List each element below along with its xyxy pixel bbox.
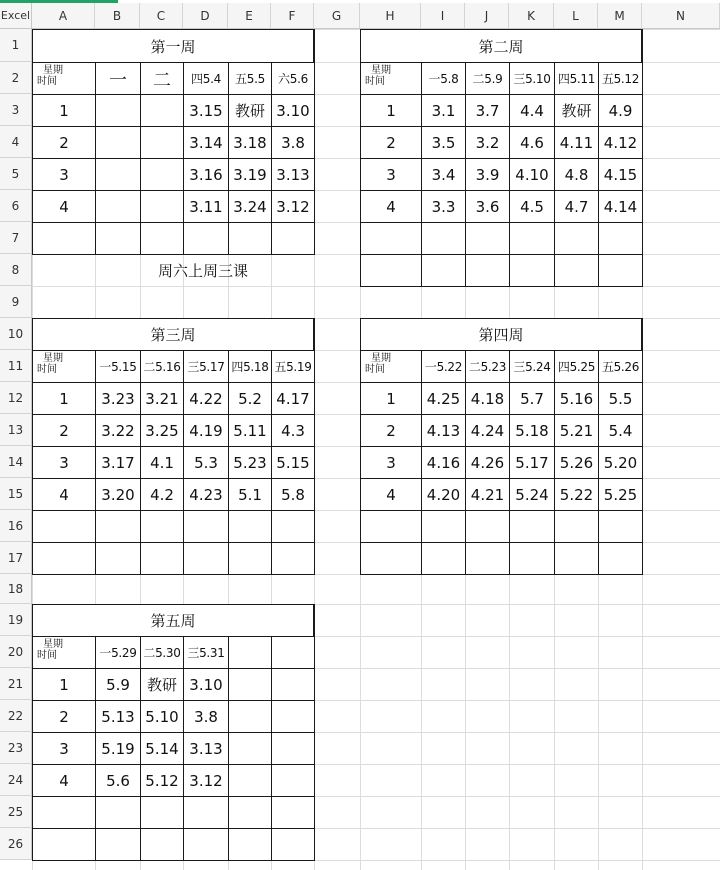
- week-table-1: [32, 29, 315, 255]
- row-header-21[interactable]: 21: [0, 668, 32, 700]
- class-cell[interactable]: 4.17: [272, 383, 315, 415]
- class-cell[interactable]: 教研: [229, 95, 272, 127]
- period-number-cell[interactable]: [33, 797, 96, 829]
- class-cell[interactable]: [184, 797, 229, 829]
- class-cell[interactable]: 4.7: [555, 191, 599, 223]
- class-cell[interactable]: 3.20: [96, 479, 141, 511]
- column-header-j[interactable]: J: [465, 3, 509, 29]
- class-cell[interactable]: [422, 255, 466, 287]
- class-cell[interactable]: [272, 511, 315, 543]
- day-header-cell[interactable]: 三5.24: [510, 351, 555, 383]
- row-header-1[interactable]: 1: [0, 29, 32, 62]
- period-number-cell[interactable]: 2: [33, 701, 96, 733]
- class-cell[interactable]: [229, 797, 272, 829]
- period-number-cell[interactable]: 4: [361, 191, 422, 223]
- day-header-cell[interactable]: [272, 637, 315, 669]
- class-cell[interactable]: [272, 733, 315, 765]
- class-cell[interactable]: 3.3: [422, 191, 466, 223]
- class-cell[interactable]: [466, 223, 510, 255]
- row-header-23[interactable]: 23: [0, 732, 32, 764]
- period-number-cell[interactable]: [33, 829, 96, 861]
- column-header-c[interactable]: C: [140, 3, 183, 29]
- row-header-7[interactable]: 7: [0, 222, 32, 254]
- class-cell[interactable]: 4.8: [555, 159, 599, 191]
- column-header-h[interactable]: H: [360, 3, 421, 29]
- class-cell[interactable]: 3.22: [96, 415, 141, 447]
- class-cell[interactable]: 5.5: [599, 383, 643, 415]
- period-number-cell[interactable]: 4: [33, 479, 96, 511]
- class-cell[interactable]: 5.15: [272, 447, 315, 479]
- period-number-cell[interactable]: 2: [33, 127, 96, 159]
- class-cell[interactable]: 3.21: [141, 383, 184, 415]
- class-cell[interactable]: [272, 669, 315, 701]
- row-header-4[interactable]: 4: [0, 126, 32, 158]
- period-number-cell[interactable]: 1: [361, 383, 422, 415]
- day-header-cell[interactable]: 二: [141, 63, 184, 95]
- period-number-cell[interactable]: [33, 543, 96, 575]
- class-cell[interactable]: 5.2: [229, 383, 272, 415]
- class-cell[interactable]: 3.17: [96, 447, 141, 479]
- column-header-e[interactable]: E: [228, 3, 271, 29]
- row-header-22[interactable]: 22: [0, 700, 32, 732]
- class-cell[interactable]: 5.20: [599, 447, 643, 479]
- period-number-cell[interactable]: 3: [33, 159, 96, 191]
- column-header-f[interactable]: F: [271, 3, 314, 29]
- class-cell[interactable]: 5.17: [510, 447, 555, 479]
- class-cell[interactable]: [555, 543, 599, 575]
- class-cell[interactable]: 4.15: [599, 159, 643, 191]
- class-cell[interactable]: [141, 127, 184, 159]
- class-cell[interactable]: [599, 223, 643, 255]
- class-cell[interactable]: 4.26: [466, 447, 510, 479]
- class-cell[interactable]: [229, 733, 272, 765]
- weekday-time-corner-cell[interactable]: [33, 63, 96, 95]
- class-cell[interactable]: 4.16: [422, 447, 466, 479]
- row-header-14[interactable]: 14: [0, 446, 32, 478]
- row-header-26[interactable]: 26: [0, 828, 32, 860]
- class-cell[interactable]: 5.10: [141, 701, 184, 733]
- class-cell[interactable]: [272, 829, 315, 861]
- class-cell[interactable]: 5.3: [184, 447, 229, 479]
- row-header-16[interactable]: 16: [0, 510, 32, 542]
- class-cell[interactable]: 5.23: [229, 447, 272, 479]
- week-title[interactable]: 第五周: [33, 605, 314, 637]
- class-cell[interactable]: 3.19: [229, 159, 272, 191]
- class-cell[interactable]: 5.24: [510, 479, 555, 511]
- class-cell[interactable]: [96, 511, 141, 543]
- class-cell[interactable]: 教研: [555, 95, 599, 127]
- class-cell[interactable]: [184, 511, 229, 543]
- day-header-cell[interactable]: 二5.9: [466, 63, 510, 95]
- class-cell[interactable]: [555, 511, 599, 543]
- period-number-cell[interactable]: [361, 255, 422, 287]
- class-cell[interactable]: 4.1: [141, 447, 184, 479]
- class-cell[interactable]: [141, 191, 184, 223]
- period-number-cell[interactable]: 3: [361, 159, 422, 191]
- class-cell[interactable]: [510, 223, 555, 255]
- weekday-label: 星期: [371, 353, 391, 364]
- weekday-label: 星期: [43, 353, 63, 364]
- period-number-cell[interactable]: 1: [33, 95, 96, 127]
- class-cell[interactable]: 4.2: [141, 479, 184, 511]
- class-cell[interactable]: 4.6: [510, 127, 555, 159]
- period-number-cell[interactable]: 4: [361, 479, 422, 511]
- class-cell[interactable]: 5.18: [510, 415, 555, 447]
- day-header-cell[interactable]: 六5.6: [272, 63, 315, 95]
- day-header-cell[interactable]: 二5.30: [141, 637, 184, 669]
- class-cell[interactable]: 4.25: [422, 383, 466, 415]
- period-number-cell[interactable]: 2: [361, 127, 422, 159]
- class-cell[interactable]: 3.8: [184, 701, 229, 733]
- class-cell[interactable]: 3.25: [141, 415, 184, 447]
- class-cell[interactable]: [272, 701, 315, 733]
- weekday-label: 星期: [43, 639, 63, 650]
- period-number-cell[interactable]: 2: [33, 415, 96, 447]
- class-cell[interactable]: 3.8: [272, 127, 315, 159]
- column-header-b[interactable]: B: [95, 3, 140, 29]
- class-cell[interactable]: 教研: [141, 669, 184, 701]
- day-header-cell[interactable]: 四5.25: [555, 351, 599, 383]
- class-cell[interactable]: [141, 543, 184, 575]
- class-cell[interactable]: 3.10: [184, 669, 229, 701]
- select-all-corner[interactable]: Excel: [0, 3, 32, 29]
- week-title[interactable]: 第四周: [361, 319, 642, 351]
- class-cell[interactable]: [599, 255, 643, 287]
- period-number-cell[interactable]: 3: [33, 733, 96, 765]
- column-header-k[interactable]: K: [509, 3, 554, 29]
- class-cell[interactable]: [96, 223, 141, 255]
- week-table-4: [360, 318, 643, 575]
- weekday-label: 星期: [43, 65, 63, 76]
- period-number-cell[interactable]: 1: [33, 669, 96, 701]
- day-header-cell[interactable]: 三5.17: [184, 351, 229, 383]
- week-table-2: [360, 29, 643, 287]
- period-number-cell[interactable]: 1: [361, 95, 422, 127]
- row-header-9[interactable]: 9: [0, 286, 32, 318]
- day-header-cell[interactable]: 一5.22: [422, 351, 466, 383]
- day-header-cell[interactable]: 一5.29: [96, 637, 141, 669]
- class-cell[interactable]: 3.16: [184, 159, 229, 191]
- class-cell[interactable]: 5.12: [141, 765, 184, 797]
- period-number-cell[interactable]: 3: [361, 447, 422, 479]
- row-header-15[interactable]: 15: [0, 478, 32, 510]
- class-cell[interactable]: [141, 223, 184, 255]
- class-cell[interactable]: 4.13: [422, 415, 466, 447]
- class-cell[interactable]: 3.6: [466, 191, 510, 223]
- column-header-a[interactable]: A: [32, 3, 95, 29]
- row-header-6[interactable]: 6: [0, 190, 32, 222]
- class-cell[interactable]: [141, 159, 184, 191]
- column-header-l[interactable]: L: [554, 3, 598, 29]
- class-cell[interactable]: [184, 543, 229, 575]
- column-header-n[interactable]: N: [642, 3, 720, 29]
- class-cell[interactable]: [229, 511, 272, 543]
- class-cell[interactable]: [422, 223, 466, 255]
- class-cell[interactable]: 5.21: [555, 415, 599, 447]
- day-header-cell[interactable]: [229, 637, 272, 669]
- weekday-time-corner-cell[interactable]: [33, 351, 96, 383]
- class-cell[interactable]: 3.4: [422, 159, 466, 191]
- row-header-11[interactable]: 11: [0, 350, 32, 382]
- row-header-10[interactable]: 10: [0, 318, 32, 350]
- day-header-cell[interactable]: 五5.12: [599, 63, 643, 95]
- class-cell[interactable]: 3.5: [422, 127, 466, 159]
- row-header-24[interactable]: 24: [0, 764, 32, 796]
- class-cell[interactable]: 4.11: [555, 127, 599, 159]
- weekday-time-corner-cell[interactable]: [361, 351, 422, 383]
- period-number-cell[interactable]: [361, 511, 422, 543]
- class-cell[interactable]: [510, 255, 555, 287]
- class-cell[interactable]: 4.24: [466, 415, 510, 447]
- class-cell[interactable]: 5.14: [141, 733, 184, 765]
- class-cell[interactable]: 5.19: [96, 733, 141, 765]
- class-cell[interactable]: [229, 829, 272, 861]
- row-header-2[interactable]: 2: [0, 62, 32, 94]
- day-header-cell[interactable]: 二5.23: [466, 351, 510, 383]
- class-cell[interactable]: 5.7: [510, 383, 555, 415]
- period-number-cell[interactable]: [33, 223, 96, 255]
- class-cell[interactable]: [466, 255, 510, 287]
- class-cell[interactable]: [555, 223, 599, 255]
- class-cell[interactable]: [184, 223, 229, 255]
- class-cell[interactable]: 4.20: [422, 479, 466, 511]
- period-number-cell[interactable]: 2: [361, 415, 422, 447]
- row-header-12[interactable]: 12: [0, 382, 32, 414]
- weekday-time-corner-cell[interactable]: [33, 637, 96, 669]
- class-cell[interactable]: 3.13: [272, 159, 315, 191]
- class-cell[interactable]: [422, 511, 466, 543]
- period-number-cell[interactable]: [33, 511, 96, 543]
- row-header-3[interactable]: 3: [0, 94, 32, 126]
- day-header-cell[interactable]: 一5.8: [422, 63, 466, 95]
- class-cell[interactable]: 3.7: [466, 95, 510, 127]
- column-header-m[interactable]: M: [598, 3, 642, 29]
- class-cell[interactable]: 4.4: [510, 95, 555, 127]
- class-cell[interactable]: 5.6: [96, 765, 141, 797]
- class-cell[interactable]: 3.18: [229, 127, 272, 159]
- day-header-cell[interactable]: 一5.15: [96, 351, 141, 383]
- row-header-19[interactable]: 19: [0, 604, 32, 636]
- class-cell[interactable]: 3.13: [184, 733, 229, 765]
- class-cell[interactable]: [272, 223, 315, 255]
- row-header-18[interactable]: 18: [0, 574, 32, 604]
- column-header-g[interactable]: G: [314, 3, 360, 29]
- class-cell[interactable]: [96, 543, 141, 575]
- class-cell[interactable]: [510, 543, 555, 575]
- class-cell[interactable]: [229, 543, 272, 575]
- class-cell[interactable]: [141, 511, 184, 543]
- class-cell[interactable]: [466, 543, 510, 575]
- day-header-cell[interactable]: 一: [96, 63, 141, 95]
- class-cell[interactable]: 3.11: [184, 191, 229, 223]
- row-header-17[interactable]: 17: [0, 542, 32, 574]
- period-number-cell[interactable]: [361, 223, 422, 255]
- period-number-cell[interactable]: 4: [33, 765, 96, 797]
- day-header-cell[interactable]: 三5.31: [184, 637, 229, 669]
- class-cell[interactable]: 3.24: [229, 191, 272, 223]
- class-cell[interactable]: 5.13: [96, 701, 141, 733]
- week-table-5: [32, 604, 315, 861]
- day-header-cell[interactable]: 五5.26: [599, 351, 643, 383]
- class-cell[interactable]: [599, 543, 643, 575]
- week-title[interactable]: 第二周: [361, 30, 642, 63]
- class-cell[interactable]: [141, 829, 184, 861]
- time-label: 时间: [37, 650, 57, 661]
- row-header-5[interactable]: 5: [0, 158, 32, 190]
- class-cell[interactable]: 5.4: [599, 415, 643, 447]
- day-header-cell[interactable]: 三5.10: [510, 63, 555, 95]
- class-cell[interactable]: 3.10: [272, 95, 315, 127]
- class-cell[interactable]: [141, 797, 184, 829]
- class-cell[interactable]: [272, 765, 315, 797]
- row-header-13[interactable]: 13: [0, 414, 32, 446]
- class-cell[interactable]: 3.9: [466, 159, 510, 191]
- class-cell[interactable]: [184, 829, 229, 861]
- class-cell[interactable]: [272, 797, 315, 829]
- time-label: 时间: [365, 76, 385, 87]
- row-header-20[interactable]: 20: [0, 636, 32, 668]
- class-cell[interactable]: 4.10: [510, 159, 555, 191]
- class-cell[interactable]: [510, 511, 555, 543]
- row-header-8[interactable]: 8: [0, 254, 32, 286]
- day-header-cell[interactable]: 五5.19: [272, 351, 315, 383]
- class-cell[interactable]: 4.19: [184, 415, 229, 447]
- class-cell[interactable]: [96, 191, 141, 223]
- class-cell[interactable]: 5.22: [555, 479, 599, 511]
- class-cell[interactable]: [96, 127, 141, 159]
- class-cell[interactable]: 4.22: [184, 383, 229, 415]
- class-cell[interactable]: 4.12: [599, 127, 643, 159]
- weekday-label: 星期: [371, 65, 391, 76]
- class-cell[interactable]: 5.26: [555, 447, 599, 479]
- class-cell[interactable]: [466, 511, 510, 543]
- class-cell[interactable]: [141, 95, 184, 127]
- class-cell[interactable]: [229, 765, 272, 797]
- column-header-d[interactable]: D: [183, 3, 228, 29]
- class-cell[interactable]: [96, 829, 141, 861]
- class-cell[interactable]: 5.9: [96, 669, 141, 701]
- week-title[interactable]: 第三周: [33, 319, 314, 351]
- period-number-cell[interactable]: [361, 543, 422, 575]
- day-header-cell[interactable]: 四5.4: [184, 63, 229, 95]
- class-cell[interactable]: [272, 543, 315, 575]
- class-cell[interactable]: 5.8: [272, 479, 315, 511]
- class-cell[interactable]: 4.9: [599, 95, 643, 127]
- column-header-i[interactable]: I: [421, 3, 465, 29]
- week-title[interactable]: 第一周: [33, 30, 314, 63]
- period-number-cell[interactable]: 4: [33, 191, 96, 223]
- period-number-cell[interactable]: 1: [33, 383, 96, 415]
- time-label: 时间: [365, 364, 385, 375]
- day-header-cell[interactable]: 四5.18: [229, 351, 272, 383]
- class-cell[interactable]: [96, 95, 141, 127]
- class-cell[interactable]: [555, 255, 599, 287]
- class-cell[interactable]: 4.5: [510, 191, 555, 223]
- class-cell[interactable]: 5.16: [555, 383, 599, 415]
- class-cell[interactable]: 4.14: [599, 191, 643, 223]
- class-cell[interactable]: [599, 511, 643, 543]
- class-cell[interactable]: [229, 701, 272, 733]
- period-number-cell[interactable]: 3: [33, 447, 96, 479]
- class-cell[interactable]: 5.11: [229, 415, 272, 447]
- day-header-cell[interactable]: 二5.16: [141, 351, 184, 383]
- class-cell[interactable]: [229, 669, 272, 701]
- day-header-cell[interactable]: 五5.5: [229, 63, 272, 95]
- day-header-cell[interactable]: 四5.11: [555, 63, 599, 95]
- class-cell[interactable]: 3.12: [184, 765, 229, 797]
- class-cell[interactable]: 4.18: [466, 383, 510, 415]
- class-cell[interactable]: 3.1: [422, 95, 466, 127]
- class-cell[interactable]: 3.12: [272, 191, 315, 223]
- merged-note-cell[interactable]: 周六上周三课: [158, 262, 249, 280]
- class-cell[interactable]: [422, 543, 466, 575]
- class-cell[interactable]: 5.1: [229, 479, 272, 511]
- class-cell[interactable]: [96, 159, 141, 191]
- class-cell[interactable]: 4.3: [272, 415, 315, 447]
- class-cell[interactable]: 3.23: [96, 383, 141, 415]
- class-cell[interactable]: [229, 223, 272, 255]
- row-header-25[interactable]: 25: [0, 796, 32, 828]
- class-cell[interactable]: 4.23: [184, 479, 229, 511]
- class-cell[interactable]: 3.2: [466, 127, 510, 159]
- time-label: 时间: [37, 76, 57, 87]
- time-label: 时间: [37, 364, 57, 375]
- week-table-3: [32, 318, 315, 575]
- class-cell[interactable]: 5.25: [599, 479, 643, 511]
- weekday-time-corner-cell[interactable]: [361, 63, 422, 95]
- class-cell[interactable]: 3.15: [184, 95, 229, 127]
- class-cell[interactable]: [96, 797, 141, 829]
- class-cell[interactable]: 3.14: [184, 127, 229, 159]
- class-cell[interactable]: 4.21: [466, 479, 510, 511]
